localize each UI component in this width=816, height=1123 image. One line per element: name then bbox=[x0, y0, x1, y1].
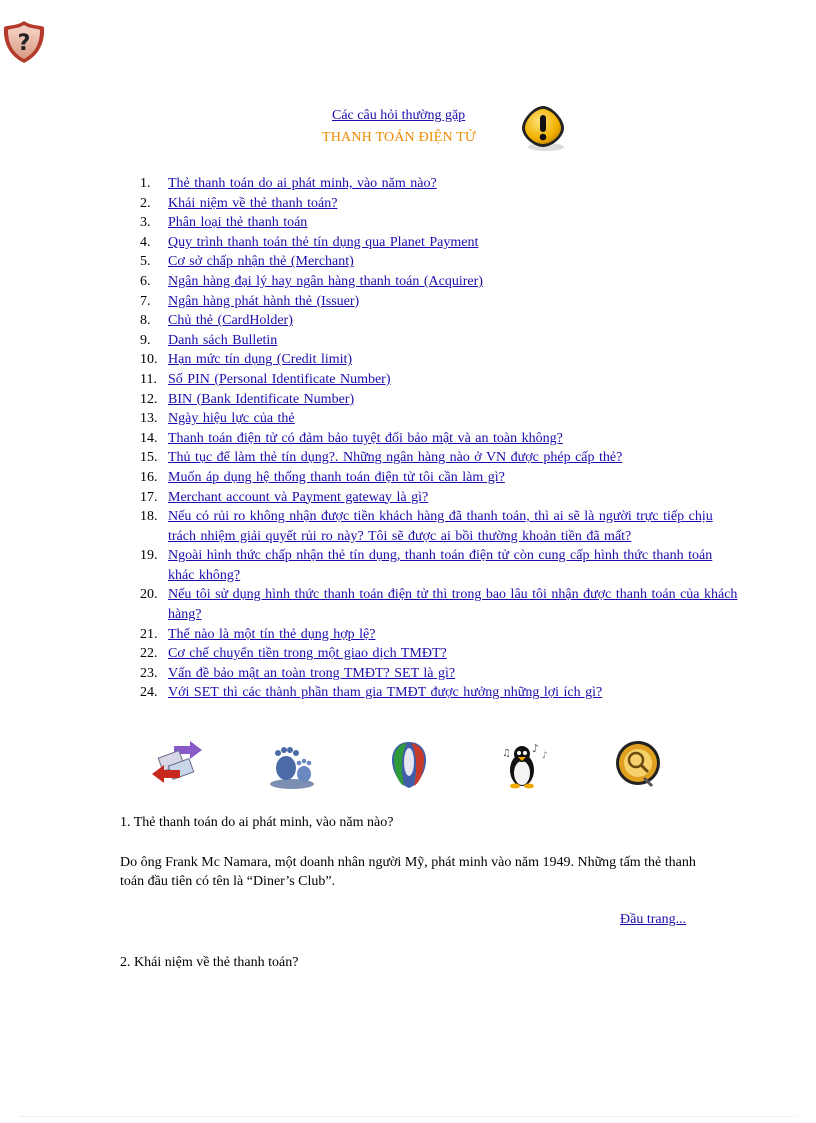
toc-item-number: 1. bbox=[140, 176, 151, 191]
toc-item-number: 8. bbox=[140, 313, 151, 329]
toc-item-link[interactable]: Ngân hàng phát hành thẻ (Issuer) bbox=[168, 293, 360, 309]
toc-item-link[interactable]: Thủ tục để làm thẻ tín dụng?. Những ngân hàng nào ở VN được phép cấp thẻ? bbox=[168, 450, 623, 466]
toc-item bbox=[140, 546, 740, 585]
exchange-arrows-icon[interactable] bbox=[150, 738, 204, 792]
toc-item-link[interactable]: Merchant account và Payment gateway là gì? bbox=[168, 489, 429, 505]
svg-text:♪: ♪ bbox=[532, 742, 540, 755]
toc-item bbox=[140, 390, 740, 410]
magnifier-badge-icon[interactable] bbox=[612, 738, 666, 792]
toc-item bbox=[140, 252, 740, 272]
toc-item-number: 13. bbox=[140, 411, 158, 427]
toc-item-link[interactable]: Ngày hiệu lực của thẻ bbox=[168, 411, 295, 427]
toc-item-link[interactable]: Quy trình thanh toán thẻ tín dụng qua Planet Payment bbox=[168, 234, 479, 250]
help-question-icon bbox=[0, 18, 48, 66]
toc-item bbox=[140, 350, 740, 370]
toc-item-link[interactable]: Ngân hàng đại lý hay ngân hàng thanh toán (Acquirer) bbox=[168, 273, 483, 289]
toc-item-link[interactable]: Số PIN (Personal Identificate Number) bbox=[168, 371, 391, 387]
toc-item-number: 4. bbox=[140, 234, 151, 250]
toc-item bbox=[140, 194, 740, 214]
toc-item-link[interactable]: Thế nào là một tín thẻ dụng hợp lệ? bbox=[168, 626, 376, 642]
toc-item-number: 14. bbox=[140, 430, 158, 446]
toc-item-link[interactable]: Với SET thì các thành phần tham gia TMĐT được hưởng những lợi ích gì? bbox=[168, 685, 603, 701]
toc-item bbox=[140, 644, 740, 664]
toc-item bbox=[140, 664, 740, 684]
back-to-top-link[interactable]: Đầu trang... bbox=[620, 912, 687, 927]
toc-item-link[interactable]: Danh sách Bulletin bbox=[168, 332, 278, 348]
toc-item bbox=[140, 331, 740, 351]
toc-item-number: 20. bbox=[140, 587, 158, 603]
toc-item-number: 5. bbox=[140, 254, 151, 270]
toc-item-link[interactable]: Ngoài hình thức chấp nhận thẻ tín dụng, thanh toán điện tử còn cung cấp hình thức thanh toán khác không? bbox=[168, 548, 713, 583]
toc-item bbox=[140, 292, 740, 312]
toc-item-number: 2. bbox=[140, 195, 151, 211]
svg-text:?: ? bbox=[17, 31, 31, 56]
toc-item-link[interactable]: Vấn đề bảo mật an toàn trong TMĐT? SET là gì? bbox=[168, 665, 456, 681]
toc-item-number: 17. bbox=[140, 489, 158, 505]
toc-item-link[interactable]: Hạn mức tín dụng (Credit limit) bbox=[168, 352, 353, 368]
toc-item bbox=[140, 409, 740, 429]
toc-item-number: 16. bbox=[140, 469, 158, 485]
toc-item-number: 12. bbox=[140, 391, 158, 407]
toc-item-number: 7. bbox=[140, 293, 151, 309]
toc-item-link[interactable]: Nếu tôi sử dụng hình thức thanh toán điện tử thì trong bao lâu tôi nhận được thanh toán của khách hàng? bbox=[168, 587, 738, 623]
page-bottom-rule bbox=[20, 1116, 796, 1117]
toc-item bbox=[140, 311, 740, 331]
toc-item-number: 23. bbox=[140, 665, 158, 681]
toc-item-link[interactable]: Thẻ thanh toán do ai phát minh, vào năm nào? bbox=[168, 176, 437, 191]
icon-row bbox=[0, 738, 816, 798]
svg-text:♪: ♪ bbox=[542, 751, 548, 761]
toc-item-number: 9. bbox=[140, 332, 151, 348]
toc-item-number: 24. bbox=[140, 685, 158, 701]
toc-item bbox=[140, 625, 740, 645]
toc-item bbox=[140, 370, 740, 390]
toc-item-number: 11. bbox=[140, 371, 157, 387]
people-globe-icon[interactable] bbox=[382, 738, 436, 792]
toc-item-link[interactable]: Nếu có rủi ro không nhận được tiền khách hàng đã thanh toán, thì ai sẽ là người trực tiếp chịu trách nhiệm giải quyết rủi ro này? Tôi sẽ được ai bồi thường khoản tiền đã mất? bbox=[168, 509, 713, 544]
toc-item bbox=[140, 272, 740, 292]
table-of-contents bbox=[140, 174, 740, 703]
toc-item bbox=[140, 468, 740, 488]
toc-item-number: 15. bbox=[140, 450, 158, 466]
toc-item bbox=[140, 429, 740, 449]
answer-1-text: Do ông Frank Mc Namara, một doanh nhân người Mỹ, phát minh vào năm 1949. Những tấm thẻ thanh toán đầu tiên có tên là “Diner’s Club”. bbox=[120, 855, 696, 889]
toc-item bbox=[140, 233, 740, 253]
toc-item bbox=[140, 488, 740, 508]
question-2-heading: 2. Khái niệm về thẻ thanh toán? bbox=[120, 955, 299, 970]
toc-item-number: 18. bbox=[140, 509, 158, 525]
toc-item bbox=[140, 683, 740, 703]
faq-link[interactable]: Các câu hỏi thường gặp bbox=[332, 108, 466, 123]
toc-item bbox=[140, 174, 740, 194]
toc-item-link[interactable]: Phân loại thẻ thanh toán bbox=[168, 215, 308, 231]
toc-item-number: 19. bbox=[140, 548, 158, 564]
toc-item bbox=[140, 448, 740, 468]
toc-item-link[interactable]: Cơ chế chuyển tiền trong một giao dịch TMĐT? bbox=[168, 646, 447, 662]
toc-item-link[interactable]: Khái niệm về thẻ thanh toán? bbox=[168, 195, 338, 211]
page-title: THANH TOÁN ĐIỆN TỬ bbox=[322, 130, 477, 145]
penguin-icon[interactable] bbox=[498, 738, 552, 792]
toc-item-link[interactable]: Muốn áp dụng hệ thống thanh toán điện tử tôi cần làm gì? bbox=[168, 469, 505, 485]
toc-item-number: 3. bbox=[140, 215, 151, 231]
warning-exclamation-icon bbox=[518, 103, 568, 153]
toc-item-number: 6. bbox=[140, 273, 151, 289]
toc-item-number: 10. bbox=[140, 352, 158, 368]
toc-item-link[interactable]: Chủ thẻ (CardHolder) bbox=[168, 313, 293, 329]
toc-item-link[interactable]: Cơ sở chấp nhận thẻ (Merchant) bbox=[168, 254, 354, 270]
toc-item-number: 21. bbox=[140, 626, 158, 642]
toc-item-link[interactable]: Thanh toán điện tử có đảm bảo tuyệt đối bảo mật và an toàn không? bbox=[168, 430, 563, 446]
toc-item bbox=[140, 507, 740, 546]
toc-item bbox=[140, 213, 740, 233]
svg-text:♫: ♫ bbox=[502, 748, 511, 759]
question-1-heading: 1. Thẻ thanh toán do ai phát minh, vào năm nào? bbox=[120, 815, 394, 830]
toc-item bbox=[140, 585, 740, 624]
toc-item-link[interactable]: BIN (Bank Identificate Number) bbox=[168, 391, 355, 407]
footprints-icon[interactable] bbox=[266, 738, 320, 792]
toc-item-number: 22. bbox=[140, 646, 158, 662]
